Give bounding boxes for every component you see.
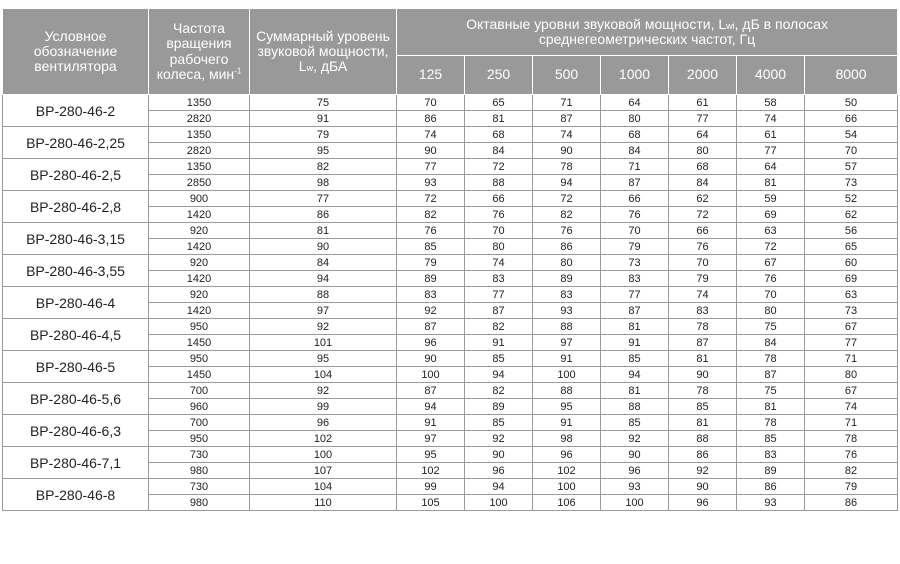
- band-level-cell: 66: [465, 191, 533, 207]
- frequency-header: 1000: [601, 56, 669, 95]
- band-level-cell: 71: [805, 351, 898, 367]
- model-name: ВР-280-46-3,55: [3, 255, 149, 287]
- band-level-cell: 79: [669, 271, 737, 287]
- rpm-cell: 920: [149, 255, 250, 271]
- frequency-header: 250: [465, 56, 533, 95]
- frequency-header: 4000: [737, 56, 805, 95]
- band-level-cell: 92: [669, 463, 737, 479]
- total-level-cell: 92: [250, 383, 397, 399]
- band-level-cell: 70: [737, 287, 805, 303]
- rpm-cell: 950: [149, 431, 250, 447]
- band-level-cell: 82: [465, 383, 533, 399]
- band-level-cell: 66: [601, 191, 669, 207]
- band-level-cell: 94: [533, 175, 601, 191]
- total-level-cell: 96: [250, 415, 397, 431]
- band-level-cell: 62: [805, 207, 898, 223]
- band-level-cell: 66: [805, 111, 898, 127]
- band-level-cell: 86: [533, 239, 601, 255]
- speed-header: Частота вращения рабочего колеса, мин$^{-1}$: [149, 9, 250, 95]
- rpm-cell: 1350: [149, 127, 250, 143]
- total-level-cell: 86: [250, 207, 397, 223]
- band-level-cell: 85: [465, 351, 533, 367]
- rpm-cell: 2820: [149, 143, 250, 159]
- band-level-cell: 77: [805, 335, 898, 351]
- band-level-cell: 85: [465, 415, 533, 431]
- band-level-cell: 95: [533, 399, 601, 415]
- band-level-cell: 77: [397, 159, 465, 175]
- band-level-cell: 64: [737, 159, 805, 175]
- rpm-cell: 730: [149, 447, 250, 463]
- total-level-cell: 79: [250, 127, 397, 143]
- band-level-cell: 72: [397, 191, 465, 207]
- band-level-cell: 82: [533, 207, 601, 223]
- band-level-cell: 56: [805, 223, 898, 239]
- frequency-header: 125: [397, 56, 465, 95]
- band-level-cell: 90: [669, 367, 737, 383]
- frequency-header: 500: [533, 56, 601, 95]
- band-level-cell: 74: [397, 127, 465, 143]
- band-level-cell: 90: [465, 447, 533, 463]
- band-level-cell: 83: [397, 287, 465, 303]
- band-level-cell: 88: [465, 175, 533, 191]
- band-level-cell: 87: [397, 383, 465, 399]
- model-name: ВР-280-46-8: [3, 479, 149, 511]
- frequency-header: 2000: [669, 56, 737, 95]
- model-name: ВР-280-46-6,3: [3, 415, 149, 447]
- band-level-cell: 70: [465, 223, 533, 239]
- band-level-cell: 57: [805, 159, 898, 175]
- rpm-cell: 1350: [149, 159, 250, 175]
- band-level-cell: 63: [737, 223, 805, 239]
- band-level-cell: 74: [805, 399, 898, 415]
- band-level-cell: 96: [533, 447, 601, 463]
- rpm-cell: 920: [149, 223, 250, 239]
- band-level-cell: 100: [533, 479, 601, 495]
- table-row: [3, 159, 898, 175]
- band-level-cell: 72: [737, 239, 805, 255]
- band-level-cell: 92: [397, 303, 465, 319]
- table-row: [3, 319, 898, 335]
- band-level-cell: 83: [601, 271, 669, 287]
- band-level-cell: 89: [533, 271, 601, 287]
- total-level-cell: 91: [250, 111, 397, 127]
- band-level-cell: 71: [533, 95, 601, 111]
- rpm-cell: 1420: [149, 239, 250, 255]
- band-level-cell: 90: [601, 447, 669, 463]
- total-level-cell: 77: [250, 191, 397, 207]
- band-level-cell: 91: [601, 335, 669, 351]
- band-level-cell: 76: [737, 271, 805, 287]
- band-level-cell: 65: [805, 239, 898, 255]
- band-level-cell: 93: [737, 495, 805, 511]
- band-level-cell: 75: [737, 319, 805, 335]
- band-level-cell: 84: [737, 335, 805, 351]
- band-level-cell: 100: [465, 495, 533, 511]
- band-level-cell: 81: [737, 175, 805, 191]
- total-level-cell: 84: [250, 255, 397, 271]
- band-level-cell: 76: [397, 223, 465, 239]
- designation-header: Условное обозначение вентилятора: [3, 9, 149, 95]
- band-level-cell: 91: [533, 415, 601, 431]
- total-power-header: Суммарный уровень звуковой мощности, Lw, дБА: [250, 9, 397, 95]
- band-level-cell: 90: [533, 143, 601, 159]
- band-level-cell: 90: [669, 479, 737, 495]
- band-level-cell: 89: [465, 399, 533, 415]
- band-level-cell: 76: [805, 447, 898, 463]
- band-level-cell: 76: [669, 239, 737, 255]
- band-level-cell: 81: [669, 415, 737, 431]
- model-name: ВР-280-46-2: [3, 95, 149, 127]
- band-level-cell: 88: [533, 383, 601, 399]
- band-level-cell: 76: [533, 223, 601, 239]
- band-level-cell: 64: [601, 95, 669, 111]
- rpm-cell: 920: [149, 287, 250, 303]
- model-name: ВР-280-46-5,6: [3, 383, 149, 415]
- band-level-cell: 77: [601, 287, 669, 303]
- band-level-cell: 81: [601, 319, 669, 335]
- band-level-cell: 72: [669, 207, 737, 223]
- band-level-cell: 81: [601, 383, 669, 399]
- band-level-cell: 67: [737, 255, 805, 271]
- band-level-cell: 61: [737, 127, 805, 143]
- band-level-cell: 58: [737, 95, 805, 111]
- table-row: [3, 223, 898, 239]
- band-level-cell: 59: [737, 191, 805, 207]
- total-level-cell: 81: [250, 223, 397, 239]
- table-body: [3, 95, 898, 511]
- rpm-cell: 700: [149, 415, 250, 431]
- total-level-cell: 92: [250, 319, 397, 335]
- band-level-cell: 78: [805, 431, 898, 447]
- band-level-cell: 82: [465, 319, 533, 335]
- rpm-cell: 1350: [149, 95, 250, 111]
- band-level-cell: 85: [737, 431, 805, 447]
- band-level-cell: 79: [601, 239, 669, 255]
- band-level-cell: 83: [669, 303, 737, 319]
- band-level-cell: 71: [601, 159, 669, 175]
- total-level-cell: 100: [250, 447, 397, 463]
- band-level-cell: 94: [601, 367, 669, 383]
- band-level-cell: 84: [669, 175, 737, 191]
- band-level-cell: 73: [601, 255, 669, 271]
- band-level-cell: 91: [533, 351, 601, 367]
- band-level-cell: 80: [601, 111, 669, 127]
- table-row: [3, 255, 898, 271]
- band-level-cell: 96: [397, 335, 465, 351]
- band-level-cell: 90: [397, 143, 465, 159]
- band-level-cell: 83: [737, 447, 805, 463]
- rpm-cell: 2850: [149, 175, 250, 191]
- band-level-cell: 67: [805, 319, 898, 335]
- total-level-cell: 104: [250, 367, 397, 383]
- band-level-cell: 87: [601, 303, 669, 319]
- rpm-cell: 1420: [149, 271, 250, 287]
- band-level-cell: 70: [601, 223, 669, 239]
- band-level-cell: 97: [397, 431, 465, 447]
- band-level-cell: 96: [669, 495, 737, 511]
- model-name: ВР-280-46-4: [3, 287, 149, 319]
- band-level-cell: 90: [397, 351, 465, 367]
- band-level-cell: 86: [805, 495, 898, 511]
- table-row: [3, 351, 898, 367]
- band-level-cell: 68: [601, 127, 669, 143]
- band-level-cell: 73: [805, 303, 898, 319]
- model-name: ВР-280-46-2,5: [3, 159, 149, 191]
- model-name: ВР-280-46-7,1: [3, 447, 149, 479]
- band-level-cell: 76: [465, 207, 533, 223]
- band-level-cell: 91: [465, 335, 533, 351]
- model-name: ВР-280-46-2,8: [3, 191, 149, 223]
- octave-levels-header: Октавные уровни звуковой мощности, Lwi, дБ в полосах среднегеометрических частот, Гц: [397, 9, 898, 56]
- band-level-cell: 68: [465, 127, 533, 143]
- band-level-cell: 87: [465, 303, 533, 319]
- table-row: [3, 447, 898, 463]
- rpm-cell: 900: [149, 191, 250, 207]
- band-level-cell: 78: [669, 383, 737, 399]
- band-level-cell: 94: [465, 367, 533, 383]
- band-level-cell: 72: [533, 191, 601, 207]
- total-level-cell: 75: [250, 95, 397, 111]
- band-level-cell: 86: [669, 447, 737, 463]
- band-level-cell: 76: [601, 207, 669, 223]
- band-level-cell: 93: [533, 303, 601, 319]
- band-level-cell: 74: [737, 111, 805, 127]
- band-level-cell: 84: [601, 143, 669, 159]
- total-level-cell: 82: [250, 159, 397, 175]
- band-level-cell: 87: [601, 175, 669, 191]
- total-level-cell: 95: [250, 143, 397, 159]
- rpm-cell: 1420: [149, 207, 250, 223]
- band-level-cell: 85: [601, 415, 669, 431]
- total-level-cell: 107: [250, 463, 397, 479]
- band-level-cell: 80: [805, 367, 898, 383]
- band-level-cell: 69: [737, 207, 805, 223]
- band-level-cell: 78: [737, 415, 805, 431]
- table-row: [3, 191, 898, 207]
- band-level-cell: 80: [669, 143, 737, 159]
- band-level-cell: 71: [805, 415, 898, 431]
- band-level-cell: 74: [465, 255, 533, 271]
- band-level-cell: 84: [465, 143, 533, 159]
- model-name: ВР-280-46-4,5: [3, 319, 149, 351]
- band-level-cell: 102: [533, 463, 601, 479]
- band-level-cell: 70: [669, 255, 737, 271]
- band-level-cell: 100: [533, 367, 601, 383]
- rpm-cell: 980: [149, 495, 250, 511]
- band-level-cell: 74: [533, 127, 601, 143]
- band-level-cell: 87: [397, 319, 465, 335]
- band-level-cell: 88: [533, 319, 601, 335]
- rpm-cell: 700: [149, 383, 250, 399]
- total-level-cell: 101: [250, 335, 397, 351]
- band-level-cell: 78: [669, 319, 737, 335]
- band-level-cell: 77: [465, 287, 533, 303]
- band-level-cell: 81: [737, 399, 805, 415]
- band-level-cell: 94: [465, 479, 533, 495]
- table-row: [3, 127, 898, 143]
- band-level-cell: 88: [669, 431, 737, 447]
- total-level-cell: 94: [250, 271, 397, 287]
- table-row: [3, 415, 898, 431]
- band-level-cell: 85: [669, 399, 737, 415]
- total-level-cell: 97: [250, 303, 397, 319]
- band-level-cell: 62: [669, 191, 737, 207]
- band-level-cell: 86: [737, 479, 805, 495]
- band-level-cell: 85: [397, 239, 465, 255]
- band-level-cell: 77: [669, 111, 737, 127]
- total-level-cell: 95: [250, 351, 397, 367]
- band-level-cell: 91: [397, 415, 465, 431]
- table-row: [3, 95, 898, 111]
- band-level-cell: 60: [805, 255, 898, 271]
- band-level-cell: 80: [737, 303, 805, 319]
- band-level-cell: 70: [805, 143, 898, 159]
- band-level-cell: 73: [805, 175, 898, 191]
- band-level-cell: 82: [805, 463, 898, 479]
- rpm-cell: 950: [149, 351, 250, 367]
- total-level-cell: 88: [250, 287, 397, 303]
- band-level-cell: 69: [805, 271, 898, 287]
- band-level-cell: 82: [397, 207, 465, 223]
- rpm-cell: 950: [149, 319, 250, 335]
- band-level-cell: 75: [737, 383, 805, 399]
- band-level-cell: 92: [601, 431, 669, 447]
- band-level-cell: 50: [805, 95, 898, 111]
- band-level-cell: 99: [397, 479, 465, 495]
- band-level-cell: 100: [397, 367, 465, 383]
- band-level-cell: 106: [533, 495, 601, 511]
- band-level-cell: 63: [805, 287, 898, 303]
- band-level-cell: 77: [737, 143, 805, 159]
- total-level-cell: 104: [250, 479, 397, 495]
- band-level-cell: 97: [533, 335, 601, 351]
- rpm-cell: 2820: [149, 111, 250, 127]
- band-level-cell: 80: [465, 239, 533, 255]
- band-level-cell: 92: [465, 431, 533, 447]
- rpm-cell: 1420: [149, 303, 250, 319]
- band-level-cell: 66: [669, 223, 737, 239]
- band-level-cell: 81: [669, 351, 737, 367]
- fan-noise-table: [2, 8, 898, 511]
- band-level-cell: 100: [601, 495, 669, 511]
- band-level-cell: 83: [465, 271, 533, 287]
- table-row: [3, 479, 898, 495]
- band-level-cell: 95: [397, 447, 465, 463]
- band-level-cell: 89: [397, 271, 465, 287]
- rpm-cell: 980: [149, 463, 250, 479]
- band-level-cell: 61: [669, 95, 737, 111]
- band-level-cell: 74: [669, 287, 737, 303]
- band-level-cell: 68: [669, 159, 737, 175]
- band-level-cell: 87: [737, 367, 805, 383]
- band-level-cell: 80: [533, 255, 601, 271]
- band-level-cell: 88: [601, 399, 669, 415]
- band-level-cell: 96: [465, 463, 533, 479]
- band-level-cell: 93: [601, 479, 669, 495]
- model-name: ВР-280-46-5: [3, 351, 149, 383]
- band-level-cell: 78: [737, 351, 805, 367]
- band-level-cell: 87: [669, 335, 737, 351]
- band-level-cell: 105: [397, 495, 465, 511]
- model-name: ВР-280-46-3,15: [3, 223, 149, 255]
- total-level-cell: 99: [250, 399, 397, 415]
- band-level-cell: 89: [737, 463, 805, 479]
- band-level-cell: 87: [533, 111, 601, 127]
- total-level-cell: 110: [250, 495, 397, 511]
- band-level-cell: 78: [533, 159, 601, 175]
- band-level-cell: 70: [397, 95, 465, 111]
- band-level-cell: 81: [465, 111, 533, 127]
- band-level-cell: 93: [397, 175, 465, 191]
- band-level-cell: 94: [397, 399, 465, 415]
- band-level-cell: 72: [465, 159, 533, 175]
- band-level-cell: 54: [805, 127, 898, 143]
- band-level-cell: 85: [601, 351, 669, 367]
- band-level-cell: 65: [465, 95, 533, 111]
- total-level-cell: 98: [250, 175, 397, 191]
- band-level-cell: 83: [533, 287, 601, 303]
- band-level-cell: 64: [669, 127, 737, 143]
- rpm-cell: 960: [149, 399, 250, 415]
- frequency-header: 8000: [805, 56, 898, 95]
- rpm-cell: 1450: [149, 335, 250, 351]
- band-level-cell: 79: [397, 255, 465, 271]
- rpm-cell: 1450: [149, 367, 250, 383]
- band-level-cell: 67: [805, 383, 898, 399]
- band-level-cell: 98: [533, 431, 601, 447]
- model-name: ВР-280-46-2,25: [3, 127, 149, 159]
- band-level-cell: 52: [805, 191, 898, 207]
- table-row: [3, 287, 898, 303]
- band-level-cell: 102: [397, 463, 465, 479]
- rpm-cell: 730: [149, 479, 250, 495]
- band-level-cell: 79: [805, 479, 898, 495]
- band-level-cell: 96: [601, 463, 669, 479]
- total-level-cell: 102: [250, 431, 397, 447]
- band-level-cell: 86: [397, 111, 465, 127]
- table-row: [3, 383, 898, 399]
- total-level-cell: 90: [250, 239, 397, 255]
